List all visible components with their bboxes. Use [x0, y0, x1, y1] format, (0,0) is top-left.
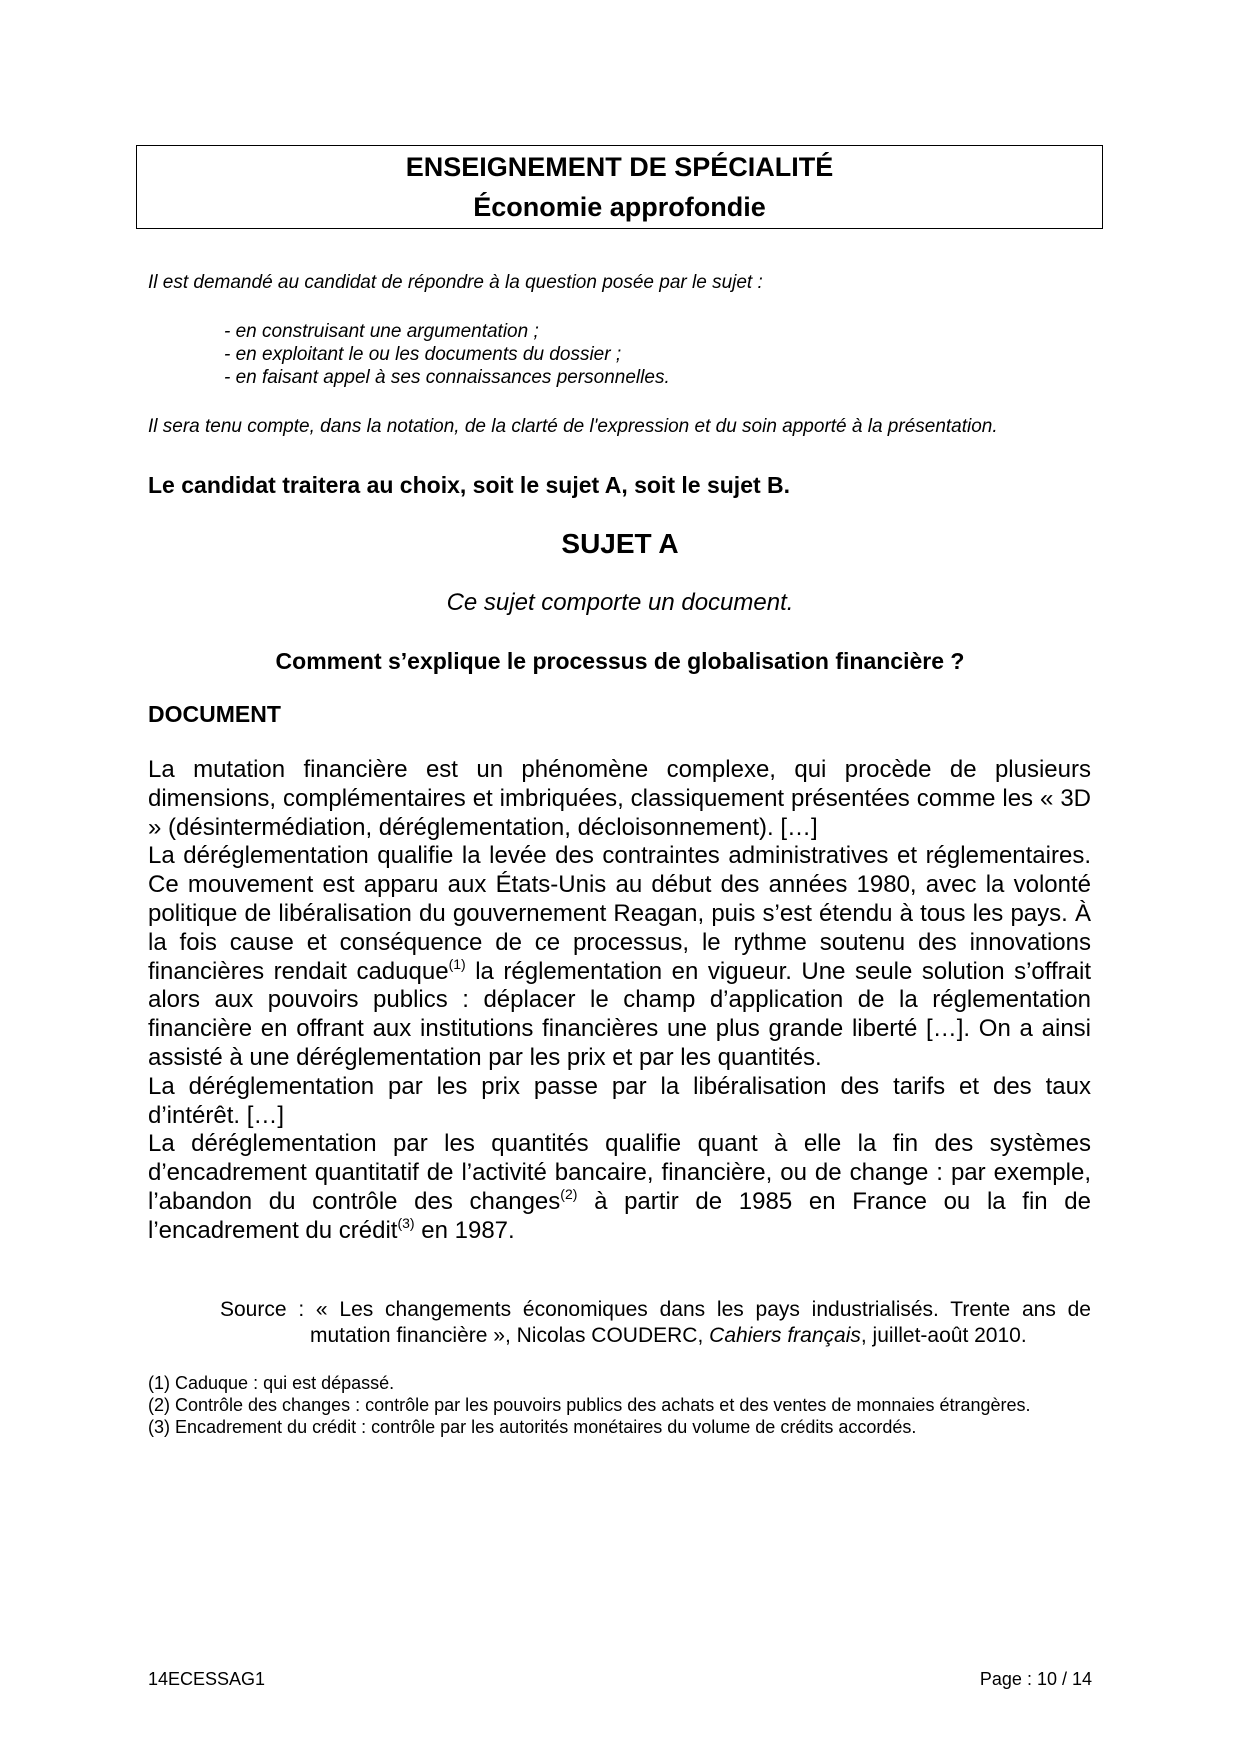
- source-text: Source : « Les changements économiques dans les pays industrialisés. Trente ans de mutation financière », Nicolas COUDERC,: [220, 1298, 1091, 1347]
- document-paragraph: [148, 1130, 1091, 1245]
- sujet-subtitle: Ce sujet comporte un document.: [446, 589, 794, 616]
- paragraph-text: en 1987.: [414, 1216, 515, 1244]
- footer-code: 14ECESSAG1: [148, 1669, 266, 1689]
- footnote: (1) Caduque : qui est dépassé.: [148, 1373, 395, 1393]
- paragraph-text: La déréglementation par les prix passe par la libéralisation des tarifs et des taux d’intérêt. […]: [148, 1072, 1091, 1129]
- document-source: [220, 1297, 1091, 1349]
- header-title: ENSEIGNEMENT DE SPÉCIALITÉ: [405, 152, 834, 182]
- instructions-intro: Il est demandé au candidat de répondre à la question posée par le sujet :: [148, 272, 763, 293]
- source-journal: Cahiers français: [709, 1324, 861, 1347]
- paragraph-text: la réglementation en vigueur. Une seule solution s’offrait alors aux pouvoirs publics : déplacer le champ d’application de la réglementation financière en offrant aux institutions financières une plus grande liberté […]. On a ainsi assisté à une déréglementation par les prix et par les quantités.: [148, 957, 1092, 1071]
- footnote: (2) Contrôle des changes : contrôle par les pouvoirs publics des achats et des ventes de monnaies étrangères.: [148, 1395, 1031, 1415]
- document-paragraph: [148, 756, 1091, 842]
- document-paragraph: [148, 842, 1091, 1072]
- source-date: , juillet-août 2010.: [860, 1324, 1027, 1347]
- header-subtitle: Économie approfondie: [473, 192, 766, 222]
- document-body: [148, 756, 1091, 1246]
- footnote: (3) Encadrement du crédit : contrôle par les autorités monétaires du volume de crédits accordés.: [148, 1417, 917, 1437]
- footnote-ref: (2): [560, 1185, 578, 1202]
- header-box: [136, 145, 1103, 229]
- sujet-title: SUJET A: [561, 528, 679, 559]
- paragraph-text: La déréglementation qualifie la levée des contraintes administratives et réglementaires. Ce mouvement est apparu aux États-Unis au début des années 1980, avec la volonté politique de libéralisation du gouvernement Reagan, puis s’est étendu à tous les pays. À la fois cause et conséquence de ce processus, le rythme soutenu des innovations financières rendait caduque: [148, 842, 1091, 985]
- paragraph-text: La déréglementation par les quantités qualifie quant à elle la fin des systèmes d’encadrement quantitatif de l’activité bancaire, financière, ou de change : par exemple, l’abandon du contrôle des changes: [148, 1130, 1091, 1215]
- document-paragraph: [148, 1073, 1091, 1131]
- choice-instruction: Le candidat traitera au choix, soit le sujet A, soit le sujet B.: [148, 472, 791, 498]
- instruction-item: - en construisant une argumentation ;: [224, 321, 539, 342]
- footnote-ref: (1): [448, 955, 466, 972]
- instructions-notation: Il sera tenu compte, dans la notation, de la clarté de l'expression et du soin apporté à la présentation.: [148, 416, 998, 437]
- footnote-ref: (3): [397, 1214, 415, 1231]
- instruction-item: - en exploitant le ou les documents du dossier ;: [224, 344, 622, 365]
- document-label: DOCUMENT: [148, 701, 281, 727]
- paragraph-text: La mutation financière est un phénomène complexe, qui procède de plusieurs dimensions, complémentaires et imbriquées, classiquement présentées comme les « 3D » (désintermédiation, déréglementation, décloisonnement). […]: [148, 756, 1091, 841]
- paragraph-text: à partir de 1985 en France ou la fin de l’encadrement du crédit: [148, 1187, 1091, 1244]
- footer-page-number: Page : 10 / 14: [979, 1669, 1092, 1689]
- sujet-question: Comment s’explique le processus de globalisation financière ?: [275, 648, 965, 674]
- footnotes: [148, 1372, 1091, 1438]
- instruction-item: - en faisant appel à ses connaissances personnelles.: [224, 367, 670, 388]
